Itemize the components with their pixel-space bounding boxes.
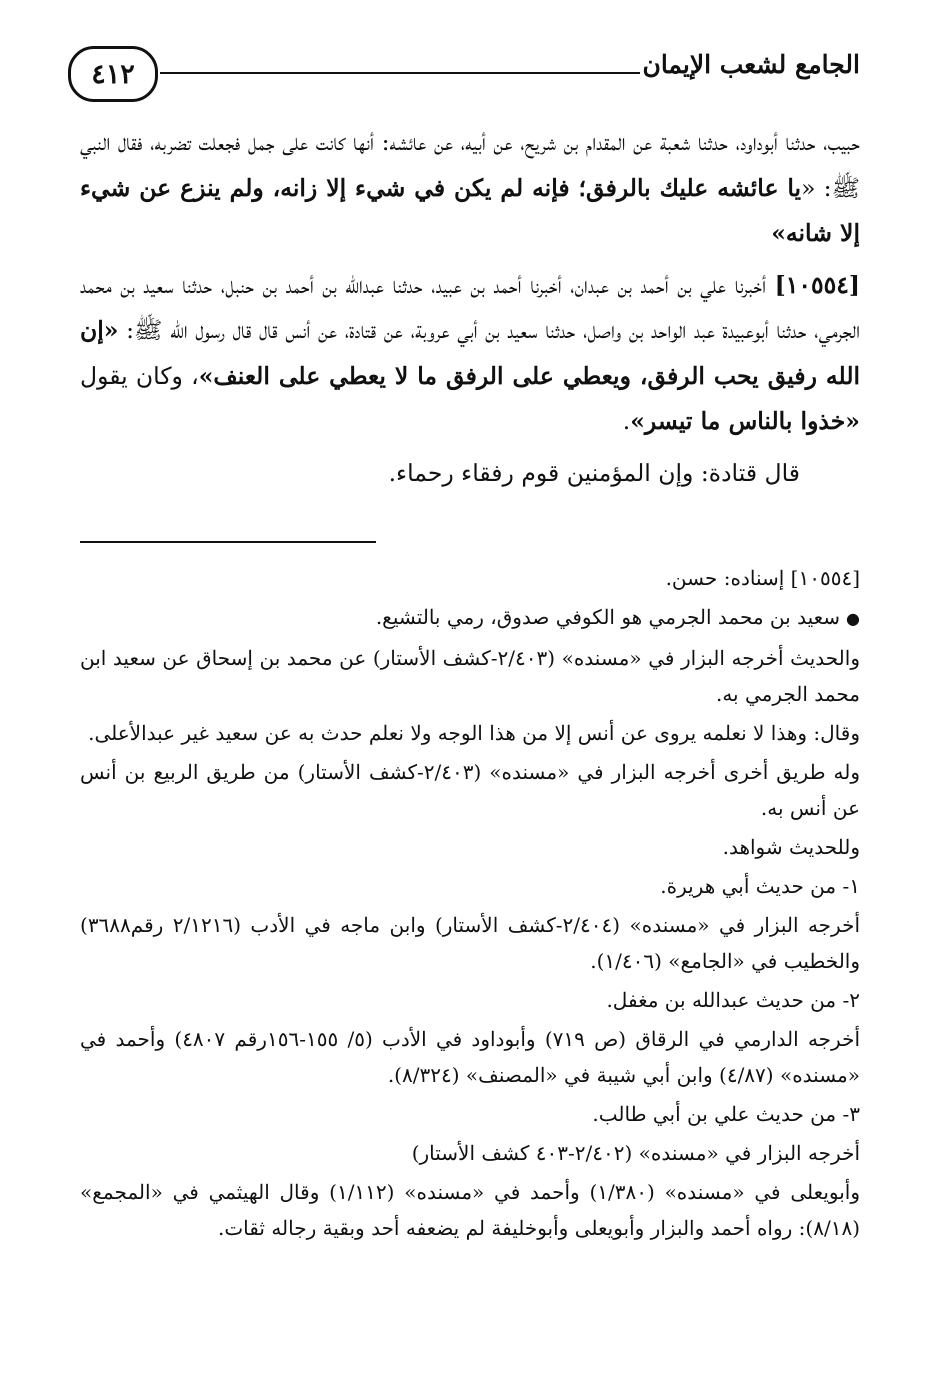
header-rule <box>160 72 640 74</box>
footnote-11: ٣- من حديث علي بن أبي طالب. <box>592 1102 860 1126</box>
footnote-ref: [١٠٥٥٤] إسناده: <box>723 566 860 590</box>
footnote-10: أخرجه الدارمي في الرقاق (ص ٧١٩) وأبوداود في الأدب (٥/ ١٥٥-١٥٦رقم ٤٨٠٧) وأحمد في «مسنده» (٤/٨٧) وابن أبي شيبة في «المصنف» (٨/٣٢٤). <box>80 1027 861 1087</box>
footnote-12: أخرجه البزار في «مسنده» (٢/٤٠٢-٤٠٣ كشف الأستار) <box>411 1141 860 1165</box>
footnote-2-text: سعيد بن محمد الجرمي هو الكوفي صدوق، رمي بالتشيع. <box>375 605 841 629</box>
footnote-2 <box>80 599 860 637</box>
qatada-quote: قال قتادة: وإن المؤمنين قوم رفقاء رحماء. <box>388 458 800 487</box>
paragraph-2 <box>80 263 860 445</box>
footnote-4: وقال: وهذا لا نعلمه يروى عن أنس إلا من هذا الوجه ولا نعلم حدث به عن سعيد غير عبدالأعلى. <box>88 721 860 745</box>
paragraph-1-isnad: حبيب، حدثنا أبوداود، حدثنا شعبة عن المقدام بن شريح، عن أبيه، عن عائشه: أنها كانت على جمل فجعلت تضربه، فقال النبي ﷺ: « <box>80 128 860 202</box>
paragraph-1 <box>80 120 860 257</box>
hadith-text-2: «إن الله رفيق يحب الرفق، ويعطي على الرفق ما لا يعطي على العنف» <box>80 316 861 390</box>
grading: حسن. <box>665 566 724 590</box>
main-text <box>80 120 860 496</box>
hadith-text-3: «خذوا بالناس ما تيسر» <box>630 407 860 435</box>
footnote-7: ١- من حديث أبي هريرة. <box>660 874 860 898</box>
footnotes <box>80 560 860 1249</box>
footnote-rule <box>80 541 376 543</box>
footnote-1 <box>80 560 860 596</box>
footnote-5: وله طريق أخرى أخرجه البزار في «مسنده» (٢/٤٠٣-كشف الأستار) من طريق الربيع بن أنس عن أنس به. <box>80 760 860 820</box>
footnote-8: أخرجه البزار في «مسنده» (٢/٤٠٤-كشف الأستار) وابن ماجه في الأدب (٢/١٢١٦ رقم٣٦٨٨) والخطيب في «الجامع» (١/٤٠٦). <box>80 913 861 973</box>
footnote-9: ٢- من حديث عبدالله بن مغفل. <box>606 988 860 1012</box>
hadith-text: يا عائشه عليك بالرفق؛ فإنه لم يكن في شيء إلا زانه، ولم ينزع عن شيء إلا شانه <box>80 173 860 247</box>
footnote-13: وأبويعلى في «مسنده» (١/٣٨٠) وأحمد في «مسنده» (١/١١٢) وقال الهيثمي في «المجمع» (٨/١٨): رواه أحمد والبزار وأبويعلى وأبوخليفة لم يضعفه أحد وبقية رجاله ثقات. <box>80 1180 861 1240</box>
footnote-6: وللحديث شواهد. <box>722 835 860 859</box>
paragraph-2-isnad: أخبرنا علي بن أحمد بن عبدان، أخبرنا أحمد بن عبيد، حدثنا عبدالله بن أحمد بن حنبل، حدثنا سعيد بن محمد الجرمي، حدثنا أبوعبيدة عبد الواحد بن واصل، حدثنا سعيد بن أبي عروبة، عن قتادة، عن أنس قال قال رسول الله ﷺ: <box>80 270 860 344</box>
closing-quote: » <box>771 219 786 247</box>
page-number: ٤١٢ <box>68 46 158 102</box>
hadith-number: [١٠٥٥٤] <box>774 270 860 299</box>
footnote-3: والحديث أخرجه البزار في «مسنده» (٢/٤٠٣-كشف الأستار) عن محمد بن إسحاق عن سعيد ابن محمد الجرمي به. <box>80 646 860 706</box>
paragraph-2-end: . <box>622 407 631 435</box>
paragraph-2-connector: ، وكان يقول <box>80 361 199 390</box>
running-title: الجامع لشعب الإيمان <box>642 50 860 79</box>
bullet-icon: ● <box>846 609 860 628</box>
